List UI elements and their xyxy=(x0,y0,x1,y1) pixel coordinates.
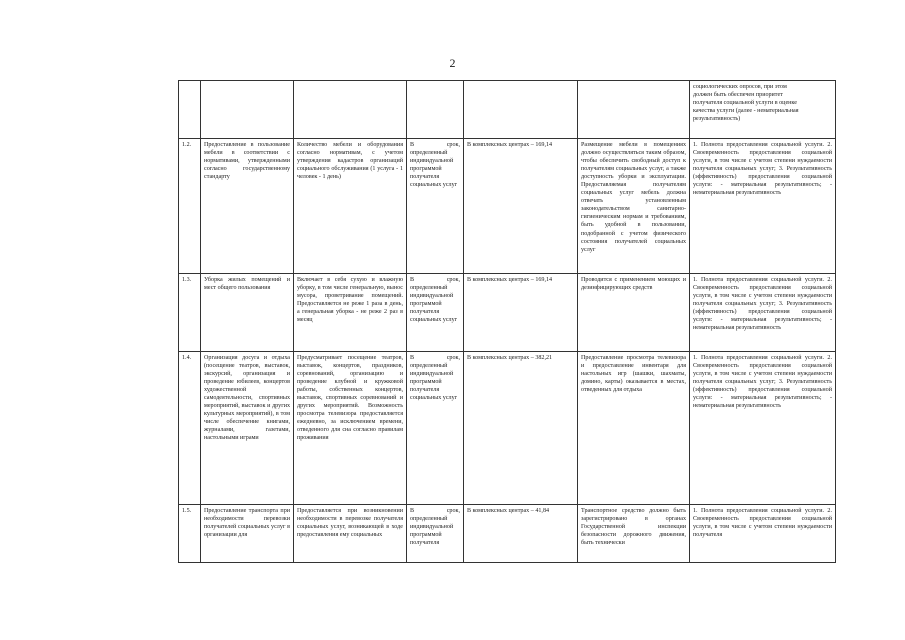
cell-term xyxy=(407,81,464,139)
service-volume: Предоставляется при возникновении необходимости в перевозке получателя социальных услуг, возникающей в ходе предоставления ему социальных xyxy=(294,505,407,563)
service-volume: Включает в себя сухую и влажную уборку, в том числе генеральную, вынос мусора, проветривание помещений. Предоставляется не реже 1 раза в день, а генеральная уборка - не реже 2 раз в месяц xyxy=(294,274,407,352)
service-name: Предоставление транспорта при необходимости перевозки получателей социальных услуг в организации для xyxy=(201,505,294,563)
service-evaluation: 1. Полнота предоставления социальной услуги. 2. Своевременность предоставления социальной услуги, в том числе с учетом степени нуждаемости получателя социальных услуг; 3. Результативность (эффективность) предоставления социальной услуги: - материальная результативность; - нематериальная результативность xyxy=(690,274,836,352)
service-evaluation: 1. Полнота предоставления социальной услуги. 2. Своевременность предоставления социальной услуги, в том числе с учетом степени нуждаемости получателя социальных услуг; 3. Результативность (эффективность) предоставления социальной услуги: - материальная результативность; - нематериальная результативность xyxy=(690,139,836,274)
eval-line: социологических опросов, при этом xyxy=(693,84,787,90)
cell-eval xyxy=(690,81,836,139)
row-number: 1.3. xyxy=(179,274,201,352)
service-name: Организация досуга и отдыха (посещение театров, выставок, экскурсий, организация и проведение юбилеев, концертов художественной самодеятельности, спортивных мероприятий, выставок и других культурных мероприятий), в том числе обеспечение книгами, журналами, газетами, настольными играми xyxy=(201,352,294,505)
service-quality: Предоставление просмотра телевизора и предоставление инвентаря для настольных игр (шашки, шахматы, домино, карты) оказывается в местах, отведенных для отдыха xyxy=(578,352,690,505)
table-row-continuation xyxy=(179,81,836,139)
cell-quality xyxy=(578,81,690,139)
table-row xyxy=(179,274,836,352)
eval-line: должен быть обеспечен приоритет xyxy=(693,92,783,99)
row-number: 1.5. xyxy=(179,505,201,563)
eval-line: получателя социальной услуги в оценке xyxy=(693,100,797,107)
service-cost: В комплексных центрах – 41,84 xyxy=(464,505,578,563)
service-term: В срок, определенный индивидуальной программой получателя xyxy=(407,505,464,563)
service-term: В срок, определенный индивидуальной программой получателя социальных услуг xyxy=(407,352,464,505)
table-row xyxy=(179,352,836,505)
eval-line: качества услуги (далее - нематериальная xyxy=(693,108,799,115)
page-number: 2 xyxy=(449,56,456,70)
service-cost: В комплексных центрах – 382,21 xyxy=(464,352,578,505)
service-name: Предоставление в пользование мебели в соответствии с нормативами, утвержденными согласно государственному стандарту xyxy=(201,139,294,274)
cell-name xyxy=(201,81,294,139)
service-term: В срок, определенный индивидуальной программой получателя социальных услуг xyxy=(407,139,464,274)
cell-cost xyxy=(464,81,578,139)
eval-line: результативность) xyxy=(693,116,741,123)
service-cost: В комплексных центрах – 169,14 xyxy=(464,274,578,352)
service-quality: Транспортное средство должно быть зарегистрировано в органах Государственной инспекции безопасности дорожного движения, быть технически xyxy=(578,505,690,563)
service-name: Уборка жилых помещений и мест общего пользования xyxy=(201,274,294,352)
service-cost: В комплексных центрах – 169,14 xyxy=(464,139,578,274)
service-quality: Размещение мебели в помещениях должно осуществляться таким образом, чтобы обеспечить свободный доступ к получателям социальных услуг, а также доступность уборки и эксплуатации. Предоставляемая получателям социальных услуг мебель должна отвечать установленным законодательством санитарно-гигиеническим нормам и требованиям, быть удобной в пользовании, подобранной с учетом физического состояния получателей социальных услуг xyxy=(578,139,690,274)
service-evaluation: 1. Полнота предоставления социальной услуги. 2. Своевременность предоставления социальной услуги, в том числе с учетом степени нуждаемости получателя xyxy=(690,505,836,563)
service-volume: Предусматривает посещение театров, выставок, концертов, праздников, соревнований, организацию и проведение клубной и кружковой работы, собственных концертов, выставок, спортивных соревнований и других мероприятий. Возможность просмотра телевизора предоставляется ежедневно, за исключением времени, отведенного для сна согласно правилам проживания xyxy=(294,352,407,505)
service-quality: Проводится с применением моющих и дезинфицирующих средств xyxy=(578,274,690,352)
table-row xyxy=(179,505,836,563)
cell-num xyxy=(179,81,201,139)
table-row xyxy=(179,139,836,274)
service-volume: Количество мебели и оборудования согласно нормативам, с учетом утверждения кадастров организаций социального обслуживания (1 услуга - 1 человек - 1 день) xyxy=(294,139,407,274)
row-number: 1.4. xyxy=(179,352,201,505)
cell-volume xyxy=(294,81,407,139)
services-table xyxy=(178,80,836,563)
service-evaluation: 1. Полнота предоставления социальной услуги. 2. Своевременность предоставления социальной услуги, в том числе с учетом степени нуждаемости получателя социальных услуг; 3. Результативность (эффективность) предоставления социальной услуги: - материальная результативность; - нематериальная результативность xyxy=(690,352,836,505)
service-term: В срок, определенный индивидуальной программой получателя социальных услуг xyxy=(407,274,464,352)
row-number: 1.2. xyxy=(179,139,201,274)
